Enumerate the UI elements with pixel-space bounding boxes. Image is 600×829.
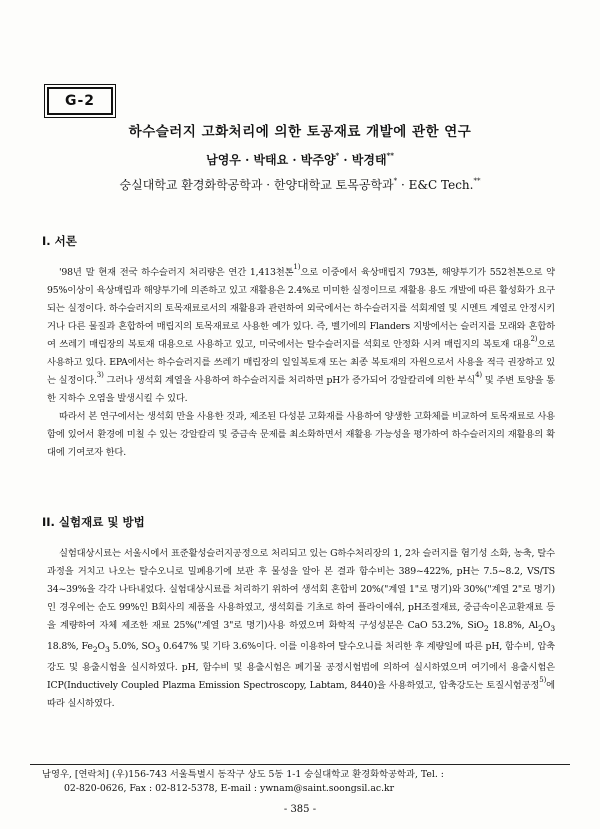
citation-mark: 3)	[96, 371, 104, 380]
affiliation-2-mark: *	[393, 177, 398, 185]
text-run: 0.647% 및 기타 3.6%이다. 이를 이용하여 탈수오니를 처리한 후 계량일에 따른 pH, 함수비, 압축강도 및 용출시험을 실시하였다. pH, 함수비 및 용출시험은 폐기물 공정시험법에 의하여 실시하였으며 여기에서 용출시험은 ICP(Inductively Coupled Plazma Emission Spectroscopy, Labtam, 8440)을 사용하였고, 압축강도는 토질시험공정	[47, 641, 555, 692]
contact-footnote	[42, 768, 572, 796]
author-3-mark: *	[335, 151, 340, 160]
affiliation-separator: ·	[262, 178, 274, 192]
affiliation-separator: ·	[397, 178, 409, 192]
author-3: 박주양	[300, 153, 336, 167]
subscript: 2	[483, 624, 489, 634]
affiliation-1: 숭실대학교 환경화학공학과	[119, 178, 263, 192]
subscript: 3	[550, 624, 556, 634]
text-run: 5.0%, SO	[109, 641, 156, 653]
citation-mark: 1)	[293, 263, 301, 271]
affiliation-3: E&C Tech.	[408, 178, 474, 192]
text-run: 으로 이중에서 육상매립지 793톤, 해양투기가 552천톤으로 약 95%이상이 육상매립과 해양투기에 의존하고 있고 재활용은 2.4%로 미미한 실정이므로 재활용 용도 개발에 따른 활성화가 요구되는 실정이다. 하수슬러지의 토목재료로서의 재활용과 관련하여 외국에서는 하수슬러지를 석회계열 및 시멘트 계열로 안정시키거나 다른 물질과 혼합하여 매립지의 토목재료로 사용한 예가 있다. 즉, 벨기에의 Flanders 지방에서는 슬러지를 모래와 혼합하여 쓰레기 매립장의 복토재 대용으로 사용하고 있고, 미국에서는 탈수슬러지를 석회로 안정화 시켜 매립지의 복토재 대용	[47, 267, 555, 351]
footnote-line-1: 남영우, [연락처] (우)156-743 서울특별시 동작구 상도 5동 1-1 숭실대학교 환경화학공학과, Tel. :	[42, 769, 444, 780]
affiliation-2: 한양대학교 토목공학과	[273, 178, 394, 192]
text-run: 18.8%, Al	[488, 620, 538, 632]
subscript: 3	[104, 644, 110, 654]
citation-mark: 5)	[539, 676, 547, 685]
paper-code: G-2	[64, 93, 96, 109]
text-run: '98년 말 현재 전국 하수슬러지 처리량은 연간 1,413천톤	[59, 267, 294, 278]
author-list	[0, 151, 600, 168]
author-1: 남영우	[206, 153, 241, 167]
text-run: 18.8%, Fe	[47, 641, 93, 653]
paper-code-box	[47, 87, 113, 115]
subscript: 2	[92, 644, 98, 654]
author-separator: ·	[288, 153, 301, 167]
author-4-mark: **	[386, 151, 394, 160]
subscript: 2	[537, 624, 543, 634]
text-run: 및 주변 토양을 통한 지하수 오염을 발생시킬 수 있다.	[47, 375, 556, 405]
section-heading-materials: II. 실험재료 및 방법	[42, 515, 145, 529]
footnote-line-2: 02-820-0626, Fax : 02-812-5378, E-mail : ywnam@saint.soongsil.ac.kr	[64, 783, 395, 794]
text-run: 에 따라 실시하였다.	[47, 680, 555, 710]
text-run: 그러나 생석회 계열을 사용하여 하수슬러지를 처리하면 pH가 증가되어 강알칼리에 의한 부식	[103, 375, 476, 387]
subscript: 3	[155, 644, 160, 654]
author-separator: ·	[339, 153, 352, 167]
citation-mark: 4)	[475, 371, 482, 380]
text-run: 으로 사용하고 있다. EPA에서는 하수슬러지를 쓰레기 매립장의 일일복토재 또는 최종 복토재의 자원으로서 사용을 적극 권장하고 있는 실정이다.	[47, 339, 555, 387]
text-run: 실험대상시료는 서울시에서 표준활성슬러지공정으로 처리되고 있는 G하수처리장의 1, 2차 슬러지를 혐기성 소화, 농축, 탈수과정을 거치고 나오는 탈수오니로 밀폐용기에 보관 후 물성을 알아 본 결과 함수비는 389~422%, pH는 7.5~8.2, VS/TS 34~39%을 각각 나타내었다. 실험대상시료를 처리하기 위하여 생석회 혼합비 20%("계열 1"로 명기)와 30%("계열 2"로 명기)인 경우에는 순도 99%인 B회사의 제품을 사용하였고, 생석회를 기초로 하여 플라이애쉬, pH조절재료, 중금속이온교환재료 등을 계량하여 자체 제조한 재료 25%("계열 3"로 명기)사용 하였으며 화학적 구성성분은 CaO 53.2%, SiO	[47, 548, 555, 632]
text-run: O	[97, 641, 105, 653]
footnote-divider	[30, 764, 570, 765]
affiliation-3-mark: **	[473, 177, 481, 185]
author-2: 박태요	[253, 153, 289, 167]
author-4: 박경태	[351, 153, 387, 167]
author-separator: ·	[240, 153, 254, 167]
section-heading-intro: I. 서론	[42, 234, 77, 248]
intro-paragraph-2: 따라서 본 연구에서는 생석회 만을 사용한 것과, 제조된 다성분 고화재를 사용하여 양생한 고화체를 비교하여 토목재료로 사용함에 있어서 환경에 미칠 수 있는 강알칼리 및 중금속 문제를 최소화하면서 재활용 가능성을 평가하여 하수슬러지의 재활용의 확대에 기여코자 한다.	[47, 411, 555, 459]
materials-body	[47, 545, 555, 713]
page-number: - 385 -	[283, 804, 317, 815]
affiliation-list	[0, 176, 600, 193]
text-run: O	[542, 620, 551, 632]
materials-paragraph-1	[47, 545, 555, 713]
intro-paragraph-1	[47, 264, 555, 408]
paper-title: 하수슬러지 고화처리에 의한 토공재료 개발에 관한 연구	[128, 124, 472, 140]
intro-body	[47, 264, 555, 463]
citation-mark: 2)	[530, 335, 538, 344]
